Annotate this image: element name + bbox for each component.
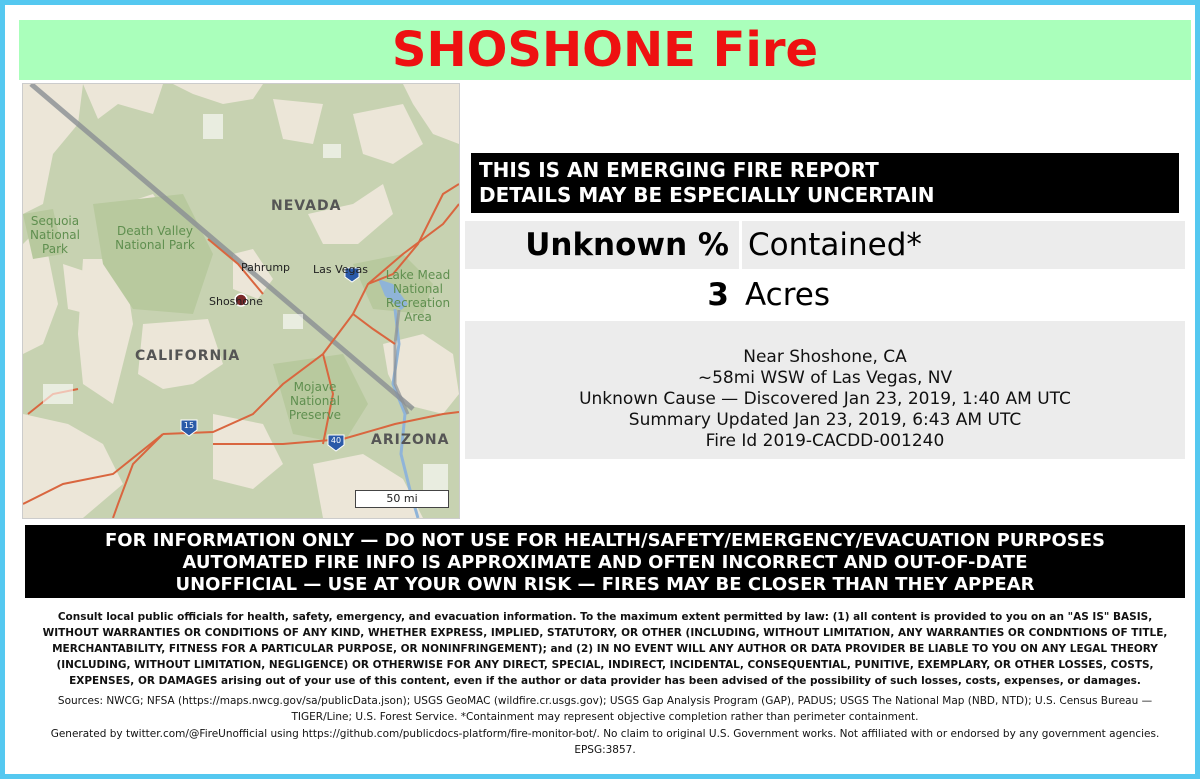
containment-label: Contained*	[739, 221, 1185, 269]
fire-updated: Summary Updated Jan 23, 2019, 6:43 AM UTC	[628, 410, 1022, 430]
warning-line-2: AUTOMATED FIRE INFO IS APPROXIMATE AND OFTEN INCORRECT AND OUT-OF-DATE	[182, 552, 1028, 573]
emerging-line-1: THIS IS AN EMERGING FIRE REPORT	[479, 158, 879, 182]
warning-banner	[25, 525, 1185, 598]
fire-map	[22, 83, 460, 519]
fire-details-box	[465, 321, 1185, 459]
label-mojave: Mojave National Preserve	[288, 380, 342, 422]
acres-row	[465, 273, 1185, 317]
label-lake-mead: Lake Mead National Recreation Area	[385, 268, 451, 324]
containment-value: Unknown %	[525, 227, 729, 263]
sources-text: Sources: NWCG; NFSA (https://maps.nwcg.gov/sa/publicData.json); USGS GeoMAC (wildfire.cr.usgs.gov); USGS Gap Analysis Program (GAP), PADUS; USGS The National Map (NBD, NTD); U.S. Census Bureau — TIGER/Line; U.S. Forest Service. *Containment may represent objective completion rather than perimeter containment.	[57, 695, 1153, 723]
generated-by-text: Generated by twitter.com/@FireUnofficial using https://github.com/publicdocs-platform/fire-monitor-bot/. No claim to original U.S. Government works. Not affiliated with or endorsed by any government agencies. EPSG:3857.	[50, 728, 1160, 756]
label-death-valley: Death Valley National Park	[115, 224, 195, 252]
label-pahrump: Pahrump	[241, 261, 291, 274]
fire-id: Fire Id 2019-CACDD-001240	[705, 431, 945, 451]
containment-row	[465, 221, 1185, 269]
i40-shield-label: 40	[330, 436, 342, 445]
title-bar	[19, 20, 1191, 80]
fire-location: Near Shoshone, CA	[743, 347, 907, 367]
warning-line-1: FOR INFORMATION ONLY — DO NOT USE FOR HEALTH/SAFETY/EMERGENCY/EVACUATION PURPOSES	[104, 530, 1105, 551]
fire-title: SHOSHONE Fire	[391, 22, 819, 78]
label-nevada: NEVADA	[271, 198, 342, 214]
warning-line-3: UNOFFICIAL — USE AT YOUR OWN RISK — FIRES MAY BE CLOSER THAN THEY APPEAR	[175, 574, 1035, 595]
fire-distance: ~58mi WSW of Las Vegas, NV	[697, 368, 953, 388]
legal-disclaimer: Consult local public officials for health, safety, emergency, and evacuation information. To the maximum extent permitted by law: (1) all content is provided to you on an "AS IS" BASIS, WITHOUT WARRANTIES OR CONDITIONS OF ANY KIND, WHETHER EXPRESS, IMPLIED, STATUTORY, OR OTHER (INCLUDING, WITHOUT LIMITATION, ANY WARRANTIES OR CONDNTIONS OF TITLE, MERCHANTABILITY, FITNESS FOR A PARTICULAR PURPOSE, OR NONINFRINGEMENT); and (2) IN NO EVENT WILL ANY AUTHOR OR DATA PROVIDER BE LIABLE TO YOU ON ANY LEGAL THEORY (INCLUDING, WITHOUT LIMITATION, NEGLIGENCE) OR OTHERWISE FOR ANY DIRECT, SPECIAL, INDIRECT, INCIDENTAL, CONSEQUENTIAL, PUNITIVE, EXEMPLARY, OR OTHER LOSSES, COSTS, EXPENSES, OR DAMAGES arising out of your use of this content, even if the author or data provider has been advised of the possibility of such losses, costs, expenses, or damages.	[42, 611, 1168, 687]
fire-cause: Unknown Cause — Discovered Jan 23, 2019, 1:40 AM UTC	[579, 389, 1071, 409]
label-arizona: ARIZONA	[371, 432, 450, 448]
label-shoshone: Shoshone	[209, 295, 263, 308]
label-las-vegas: Las Vegas	[313, 263, 368, 276]
acres-value: 3	[707, 277, 729, 313]
label-sequoia-park: Sequoia National Park	[29, 214, 80, 256]
acres-label: Acres	[745, 277, 830, 313]
i15-shield-label: 15	[183, 421, 195, 430]
label-california: CALIFORNIA	[135, 348, 241, 364]
map-scale-bar: 50 mi	[355, 490, 449, 508]
emerging-report-banner	[471, 153, 1179, 213]
emerging-line-2: DETAILS MAY BE ESPECIALLY UNCERTAIN	[479, 183, 935, 207]
